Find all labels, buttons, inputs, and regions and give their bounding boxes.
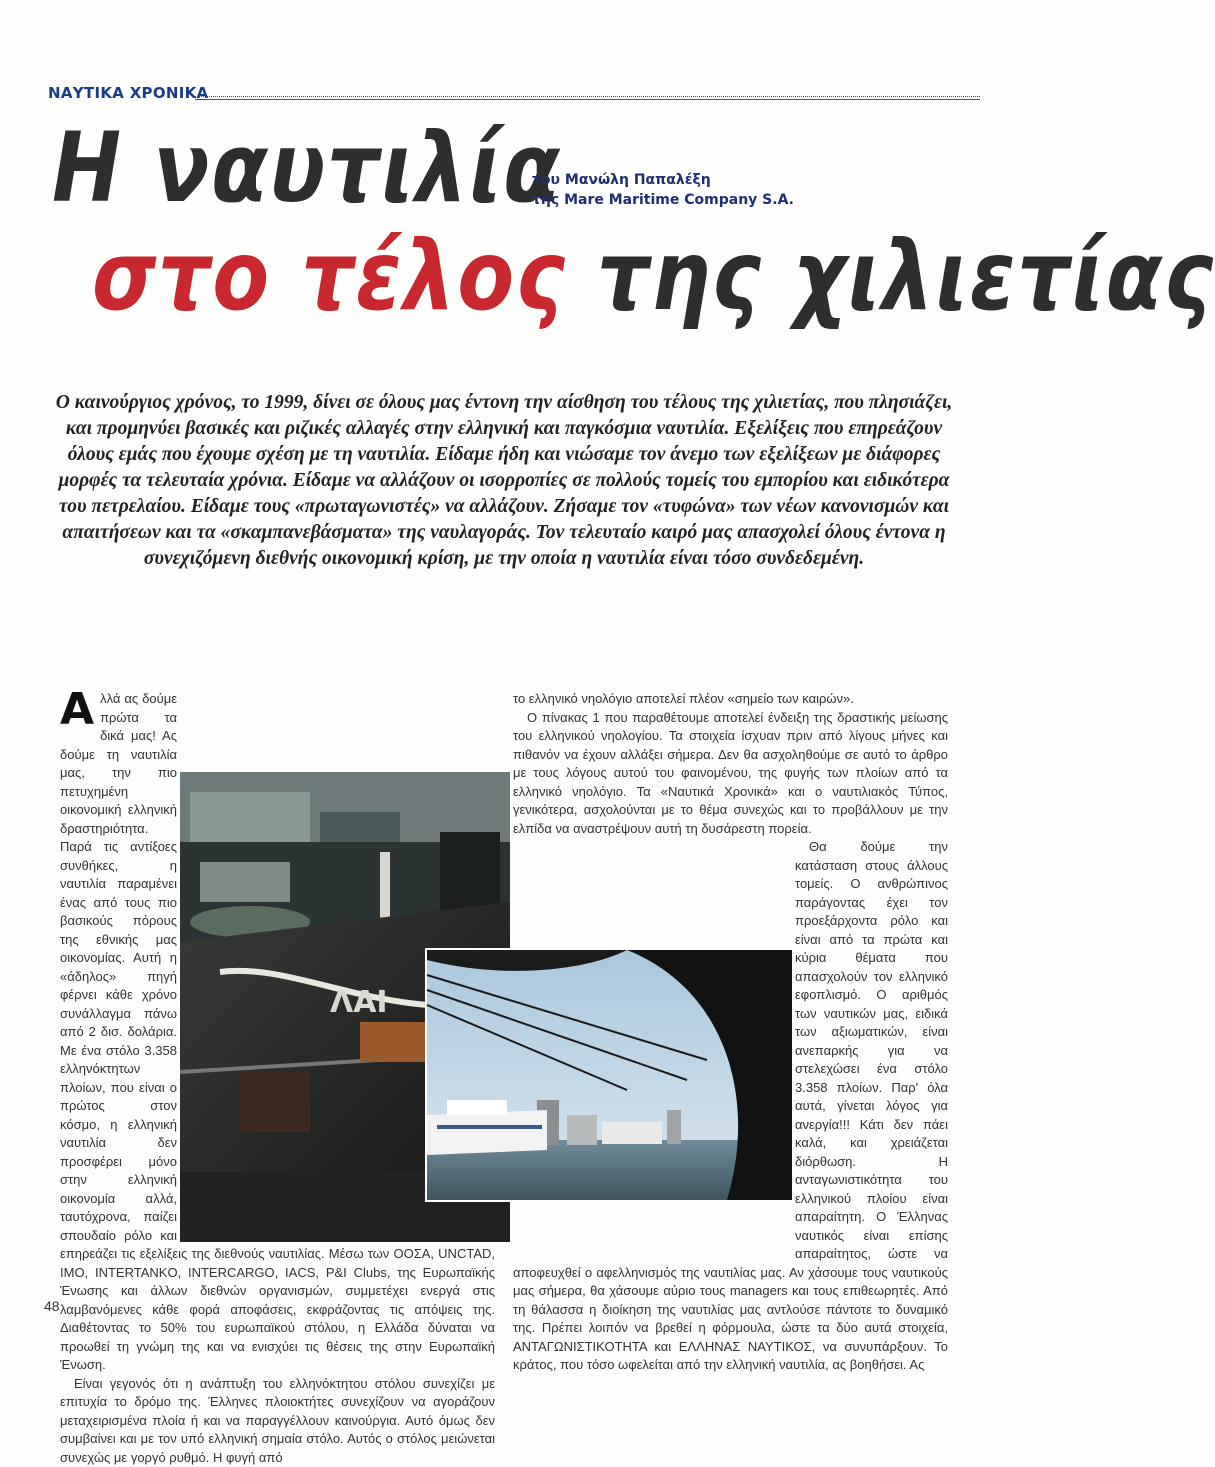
harbour-image — [427, 950, 792, 1200]
byline-author: του Μανώλη Παπαλέξη — [532, 170, 794, 190]
svg-text:ΛΑΙ: ΛΑΙ — [330, 985, 388, 1020]
header-rule — [195, 96, 980, 97]
byline-company: της Mare Maritime Company S.A. — [532, 190, 794, 210]
drop-cap: Α — [60, 692, 94, 728]
section-header: ΝΑΥΤΙΚΑ ΧΡΟΝΙΚΑ — [48, 84, 208, 102]
body-right-paragraph-2: Ο πίνακας 1 που παραθέτουμε αποτελεί ένδειξη της δραστικής μείωσης του ελληνικού νηολογίου. Τα στοιχεία ίσχυαν πριν από λίγους μήνες και πιθανόν να έχουν αλλάξει σήμερα. Δεν θα ασχοληθούμε σε αυτό το άρθρο με τους λόγους αυτού του φαινομένου, της φυγής των πλοίων από τα ελληνικό νηολόγιο. Τα «Ναυτικά Χρονικά» και ο ναυτιλιακός Τύπος, γενικότερα, ασχολούνται με το θέμα συνεχώς και το προβάλλουν με την ελπίδα να αναστρέψουν αυτή τη δυσάρεστη πορεία. — [513, 709, 948, 839]
body-left-paragraph-2: Είναι γεγονός ότι η ανάπτυξη του ελληνόκτητου στόλου συνεχίζει με επιτυχία το δρόμο της. Έλληνες πλοιοκτήτες συνεχίζουν να αγοράζουν μεταχειρισμένα πλοία ή και να παραγγέλλουν καινούργια. Αυτό όμως δεν συμβαίνει και με τον υπό ελληνική σημαία στόλο. Αυτός ο στόλος μειώνεται συνεχώς με γοργό ρυθμό. Η φυγή από — [60, 1375, 495, 1467]
title-dark-part: της χιλιετίας — [597, 220, 1215, 332]
body-right-paragraph-1: το ελληνικό νηολόγιο αποτελεί πλέον «σημείο των καιρών». — [513, 690, 948, 709]
header-rule-solid — [195, 99, 980, 100]
byline — [532, 170, 794, 210]
page-number: 48 — [44, 1298, 60, 1314]
article-title-line2 — [92, 228, 1215, 324]
article-title-line1: Η ναυτιλία — [52, 120, 562, 216]
body-right-paragraph-3: Θα δούμε την κατάσταση στους άλλους τομείς. Ο ανθρώπινος παράγοντας έχει τον προεξάρχοντα ρόλο και είναι από τα πρώτα και κύρια θέματα που απασχολούν τον ελληνικό εφοπλισμό. Ο αριθμός των ναυτικών μας, ειδικά των αξιωματικών, είναι ανεπαρκής για να στελεχώσει ένα στόλο 3.358 πλοίων. Παρ' όλα αυτά, γίνεται λόγος για ανεργία!!! Κάτι δεν πάει καλά, και χρειάζεται διόρθωση. Η ανταγωνιστικότητα του ελληνικού πλοίου είναι απαραίτητη. Ο Έλληνας ναυτικός είναι επίσης απαραίτητος, ώστε να αποφευχθεί ο αφελληνισμός της ναυτιλίας μας. Αν χάσουμε τους ναυτικούς μας σήμερα, θα χάσουμε αύριο τους managers και τους επιθεωρητές. Από τη θάλασσα η διοίκηση της ναυτιλίας μας αντλούσε πάντοτε το δυναμικό της. Πρέπει λοιπόν να βρεθεί η φόρμουλα, ώστε τα δύο αυτά στοιχεία, ΑΝΤΑΓΩΝΙΣΤΙΚΟΤΗΤΑ και ΕΛΛΗΝΑΣ ΝΑΥΤΙΚΟΣ, να συνυπάρξουν. Το κράτος, που τόσο ωφελείται από την ελληνική ναυτιλία, ας βοηθήσει. Ας — [513, 838, 948, 1375]
photo-harbour — [425, 948, 794, 1202]
body-left-paragraph-1: λλά ας δούμε πρώτα τα δικά μας! Ας δούμε τη ναυτιλία μας, την πιο πετυχημένη οικονομική ελληνική δραστηριότητα. Παρά τις αντίξοες συνθήκες, η ναυτιλία παραμένει ένας από τους πιο βασικούς πόρους της εθνικής μας οικονομίας. Αυτή η «άδηλος» πηγή φέρνει κάθε χρόνο συνάλλαγμα πάνω από 2 δισ. δολάρια. Με ένα στόλο 3.358 ελληνόκτητων πλοίων, που είναι ο πρώτος στον κόσμο, η ελληνική ναυτιλία δεν προσφέρει μόνο στην ελληνική οικονομία αλλά, ταυτόχρονα, παίζει σπουδαίο ρόλο και επηρεάζει τις εξελίξεις της διεθνούς ναυτιλίας. Μέσω των ΟΟΣΑ, UNCTAD, IMO, INTERTANKO, INTERCARGO, IACS, P&I Clubs, της Ευρωπαϊκής Ένωσης και άλλων διεθνών οργανισμών, συμμετέχει ενεργά στις λαμβανόμενες κάθε φορά αποφάσεις, εκφράζοντας τις απόψεις της. Διαθέτοντας το 50% του ευρωπαϊκού στόλου, η Ελλάδα δύναται να προωθεί τη γνώμη της και να ενισχύει τις θέσεις της στην Ευρωπαϊκή Ένωση. — [60, 691, 495, 1372]
lead-paragraph: Ο καινούργιος χρόνος, το 1999, δίνει σε όλους μας έντονη την αίσθηση του τέλους της χιλιετίας, που πλησιάζει, και προμηνύει βασικές και ριζικές αλλαγές στην ελληνική και παγκόσμια ναυτιλία. Εξελίξεις που επηρεάζουν όλους εμάς που έχουμε σχέση με τη ναυτιλία. Είδαμε ήδη και νιώσαμε τον άνεμο των εξελίξεων με διάφορες μορφές τα τελευταία χρόνια. Είδαμε να αλλάζουν οι ισορροπίες σε πολλούς τομείς του εμπορίου και ειδικότερα του πετρελαίου. Είδαμε τους «πρωταγωνιστές» να αλλάζουν. Ζήσαμε τον «τυφώνα» των νέων κανονισμών και απαιτήσεων και τα «σκαμπανεβάσματα» της ναυλαγοράς. Τον τελευταίο καιρό μας απασχολεί όλους έντονα η συνεχιζόμενη διεθνής οικονομική κρίση, με την οποία η ναυτιλία είναι τόσο συνδεδεμένη. — [54, 390, 954, 572]
title-red-part: στο τέλος — [92, 220, 566, 332]
